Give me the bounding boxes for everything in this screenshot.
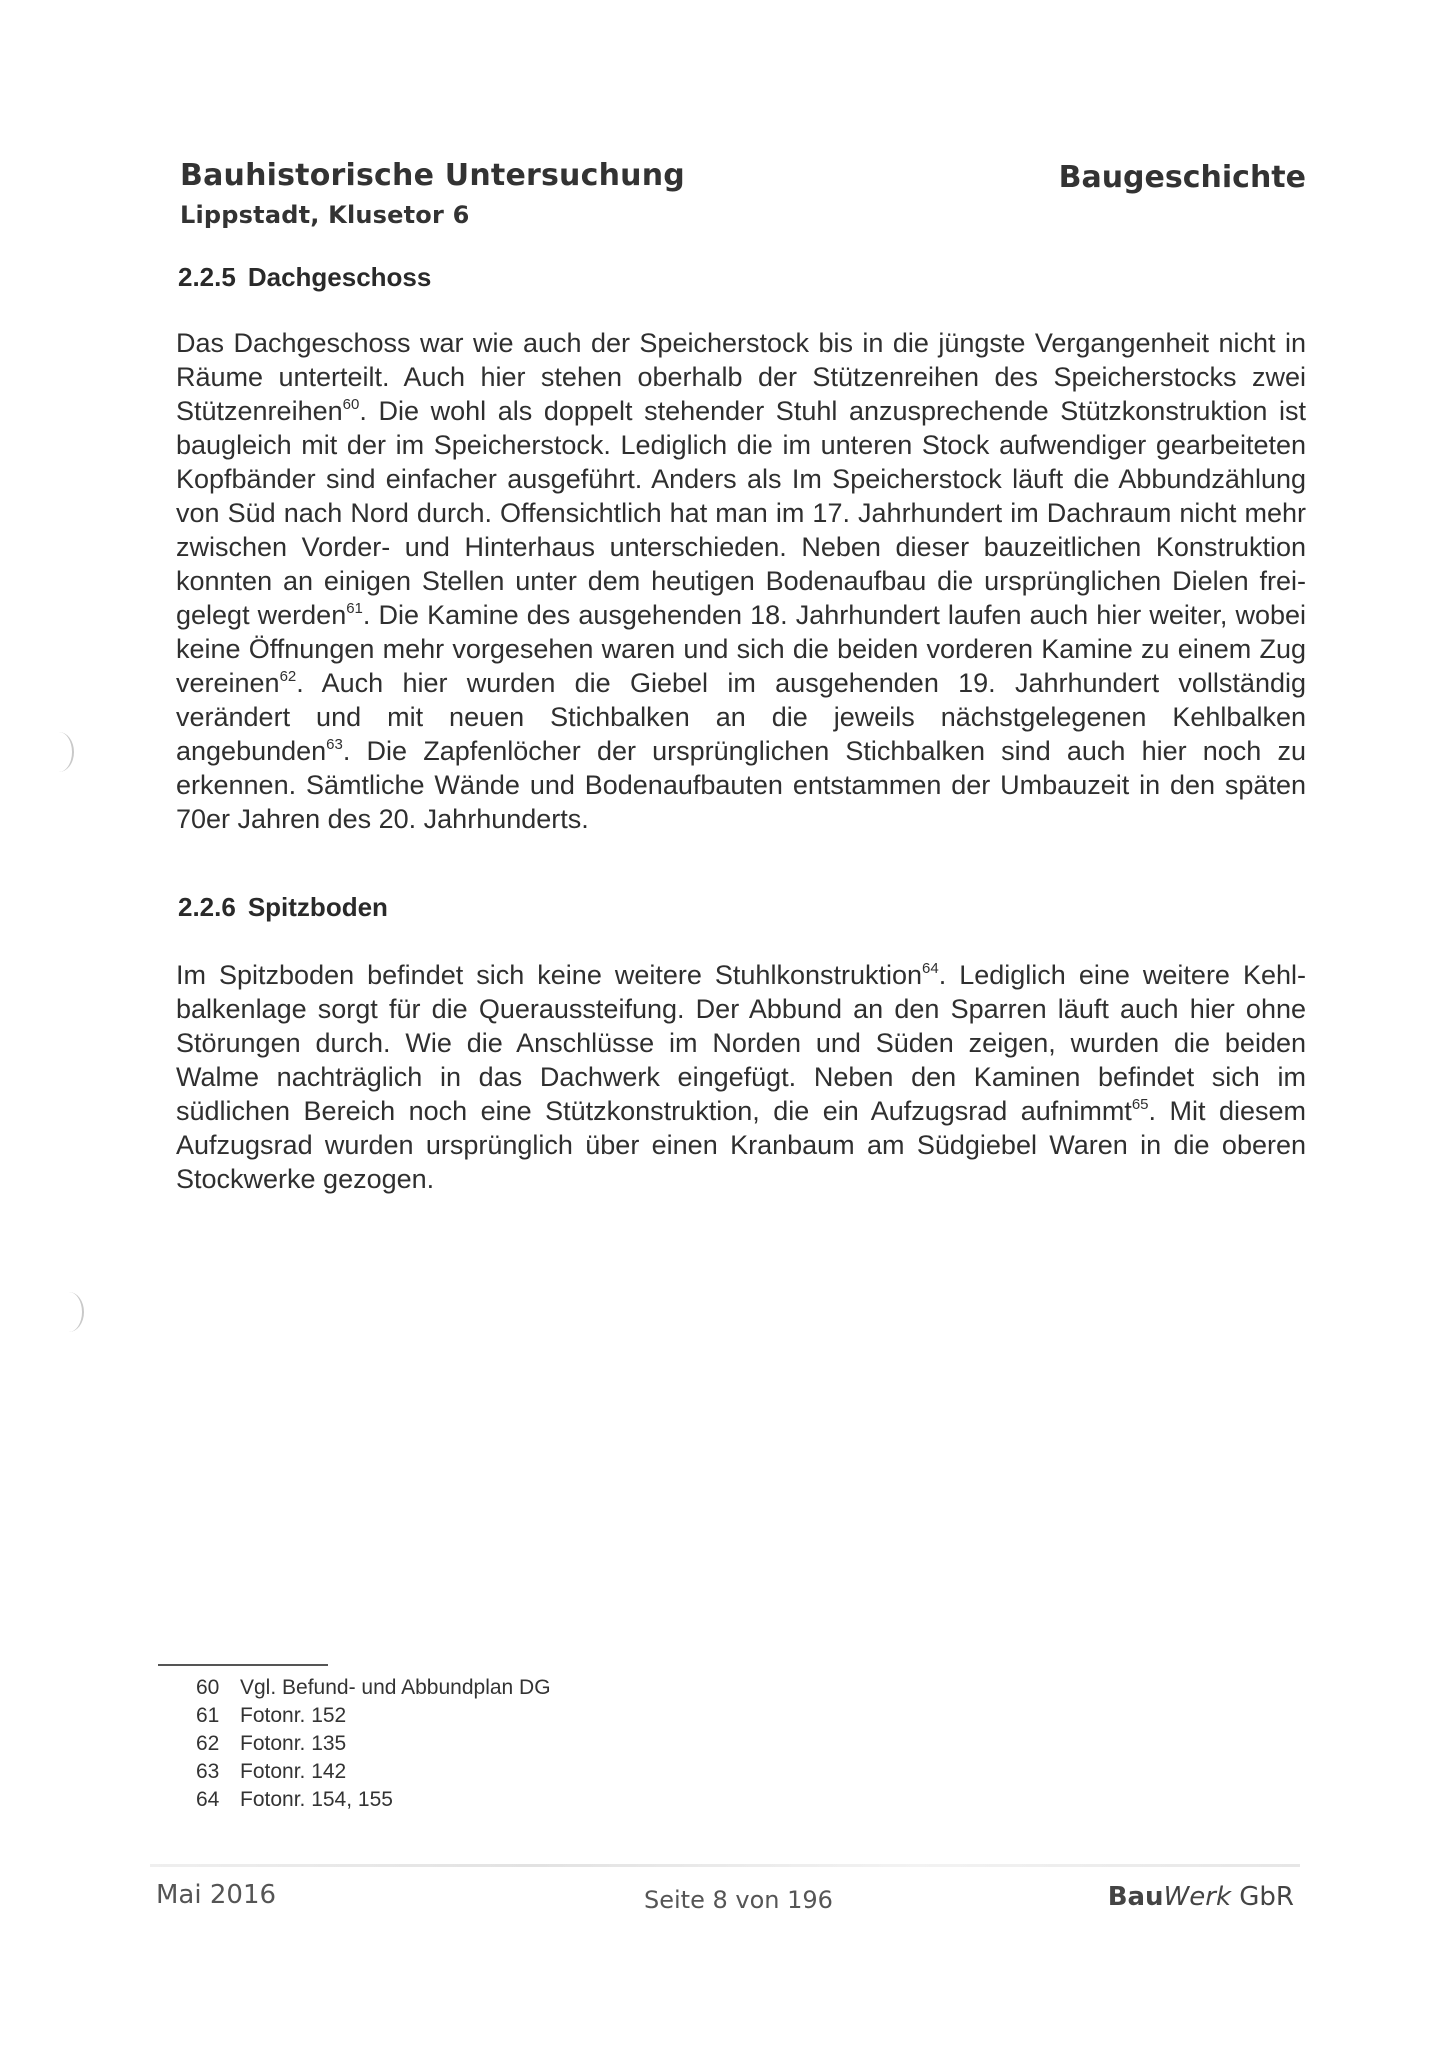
footnote-text: Fotonr. 154, 155: [240, 1788, 393, 1811]
footnote-text: Fotonr. 152: [240, 1704, 347, 1727]
brand-suffix: GbR: [1231, 1882, 1294, 1912]
footnote-ref: 60: [342, 396, 360, 413]
footnote-number: 63: [196, 1760, 220, 1783]
footer-date: Mai 2016: [156, 1880, 277, 1910]
footnote-item: [196, 1758, 551, 1786]
section-body-spitzboden: [176, 958, 1306, 1196]
footnote-number: 61: [196, 1704, 220, 1727]
body-text: . Auch hier wurden die Giebel im ausgehenden 19. Jahrhundert vollständig verändert und mit neuen Stichbalken an die jeweils nächstgelegenen Kehlbalken angebunden: [176, 668, 1306, 766]
footnote-ref: 65: [1131, 1096, 1149, 1113]
running-head-left: [180, 158, 685, 229]
footer-page-number: Seite 8 von 196: [644, 1886, 833, 1914]
section-number: 2.2.6: [178, 892, 236, 922]
section-body-dachgeschoss: [176, 326, 1306, 836]
body-text: . Lediglich eine weitere Kehl-balkenlage sorgt für die Queraussteifung. Der Abbund an den Sparren läuft auch hier ohne Störungen durch. Wie die Anschlüsse im Norden und Süden zeigen, wurden die beiden Walme nachträglich in das Dachwerk eingefügt. Neben den Kaminen befindet sich im südlichen Bereich noch eine Stützkonstruktion, die ein Aufzugsrad aufnimmt: [176, 960, 1306, 1126]
footnote-text: Fotonr. 135: [240, 1732, 347, 1755]
footnote-item: [196, 1730, 551, 1758]
footnote-number: 64: [196, 1788, 220, 1811]
brand-bold: Bau: [1107, 1882, 1164, 1912]
footnote-ref: 64: [922, 960, 939, 977]
footnote-list: [196, 1674, 551, 1814]
chapter-title: Baugeschichte: [1058, 160, 1306, 195]
footnote-ref: 63: [326, 736, 343, 753]
footnote-item: [196, 1674, 551, 1702]
footnote-number: 62: [196, 1732, 220, 1755]
punch-hole-lower: [54, 1292, 84, 1332]
brand-italic: Werk: [1163, 1882, 1232, 1912]
body-text: Das Dachgeschoss war wie auch der Speicherstock bis in die jüngste Vergangenheit nicht in Räume unterteilt. Auch hier stehen oberhalb der Stützenreihen des Speicherstocks zwei Stützenreihen: [176, 328, 1306, 426]
footnote-item: [196, 1786, 551, 1814]
footnote-text: Vgl. Befund- und Abbundplan DG: [240, 1676, 551, 1699]
footnote-separator: [158, 1664, 328, 1666]
body-text: . Die wohl als doppelt stehender Stuhl anzusprechende Stützkonstruktion ist baugleich mit der im Speicherstock. Lediglich die im unteren Stock aufwendiger gearbeiteten Kopfbänder sind einfacher ausgeführt. Anders als Im Speicherstock läuft die Abbundzählung von Süd nach Nord durch. Offensichtlich hat man im 17. Jahrhundert im Dachraum nicht mehr zwischen Vorder- und Hinterhaus unterschieden. Neben dieser bauzeitlichen Konstruktion konnten an einigen Stellen unter dem heutigen Bodenaufbau die ursprünglichen Dielen frei-gelegt werden: [176, 396, 1306, 630]
section-number: 2.2.5: [178, 262, 236, 292]
footnote-number: 60: [196, 1676, 220, 1699]
footer-brand: [1108, 1882, 1294, 1912]
section-title: Spitzboden: [247, 892, 388, 922]
footnote-item: [196, 1702, 551, 1730]
body-text: . Die Kamine des ausgehenden 18. Jahrhundert laufen auch hier weiter, wobei keine Öffnungen mehr vorgesehen waren und sich die beiden vorderen Kamine zu einem Zug vereinen: [176, 600, 1306, 698]
body-text: Im Spitzboden befindet sich keine weitere Stuhlkonstruktion: [176, 960, 923, 990]
section-title: Dachgeschoss: [247, 262, 432, 292]
document-title: Bauhistorische Untersuchung: [180, 158, 685, 193]
document-subtitle: Lippstadt, Klusetor 6: [180, 201, 470, 229]
footnote-text: Fotonr. 142: [240, 1760, 347, 1783]
body-text: . Die Zapfenlöcher der ursprünglichen Stichbalken sind auch hier noch zu erkennen. Sämtliche Wände und Bodenaufbauten entstammen der Umbauzeit in den späten 70er Jahren des 20. Jahrhunderts.: [176, 736, 1306, 834]
section-heading-dachgeschoss: [178, 262, 431, 293]
punch-hole-upper: [44, 732, 74, 772]
scan-streak: [150, 1864, 1300, 1867]
section-heading-spitzboden: [178, 892, 388, 923]
footnote-ref: 62: [279, 668, 297, 685]
footnote-ref: 61: [346, 600, 363, 617]
body-text: . Mit diesem Aufzugsrad wurden ursprünglich über einen Kranbaum am Südgiebel Waren in die oberen Stockwerke gezogen.: [176, 1096, 1306, 1194]
